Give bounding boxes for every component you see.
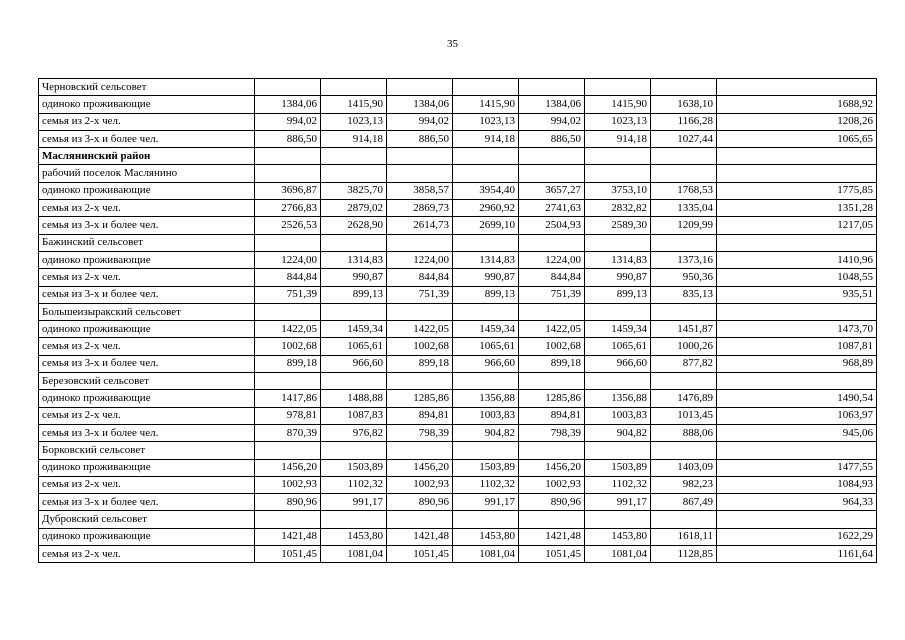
value-cell: 1456,20 xyxy=(519,459,585,476)
value-cell: 1415,90 xyxy=(453,96,519,113)
table-row xyxy=(39,511,877,528)
table-row xyxy=(39,113,877,130)
row-label: семья из 2-х чел. xyxy=(39,113,255,130)
row-label: Борковский сельсовет xyxy=(39,442,255,459)
value-cell: 1314,83 xyxy=(585,251,651,268)
value-cell: 1065,61 xyxy=(453,338,519,355)
value-cell: 899,18 xyxy=(519,355,585,372)
value-cell xyxy=(453,234,519,251)
value-cell: 2526,53 xyxy=(255,217,321,234)
value-cell: 1422,05 xyxy=(519,321,585,338)
value-cell: 1002,68 xyxy=(519,338,585,355)
value-cell: 1503,89 xyxy=(585,459,651,476)
value-cell: 1459,34 xyxy=(585,321,651,338)
value-cell: 1063,97 xyxy=(717,407,877,424)
row-label: семья из 2-х чел. xyxy=(39,338,255,355)
value-cell: 1459,34 xyxy=(321,321,387,338)
value-cell: 888,06 xyxy=(651,424,717,441)
value-cell: 844,84 xyxy=(519,269,585,286)
value-cell: 835,13 xyxy=(651,286,717,303)
value-cell: 904,82 xyxy=(453,424,519,441)
table-row xyxy=(39,130,877,147)
table-row xyxy=(39,476,877,493)
value-cell: 1102,32 xyxy=(321,476,387,493)
value-cell: 844,84 xyxy=(255,269,321,286)
page-number: 35 xyxy=(447,38,458,50)
value-cell xyxy=(585,79,651,96)
value-cell xyxy=(519,234,585,251)
table-body xyxy=(39,79,877,563)
value-cell: 945,06 xyxy=(717,424,877,441)
value-cell: 1051,45 xyxy=(255,546,321,563)
value-cell xyxy=(321,373,387,390)
value-cell xyxy=(651,373,717,390)
value-cell: 798,39 xyxy=(519,424,585,441)
value-cell: 914,18 xyxy=(321,130,387,147)
value-cell xyxy=(519,373,585,390)
value-cell: 2589,30 xyxy=(585,217,651,234)
value-cell: 1023,13 xyxy=(453,113,519,130)
value-cell: 966,60 xyxy=(453,355,519,372)
value-cell: 1456,20 xyxy=(387,459,453,476)
value-cell: 1065,65 xyxy=(717,130,877,147)
value-cell xyxy=(585,303,651,320)
value-cell xyxy=(255,442,321,459)
value-cell xyxy=(717,148,877,165)
value-cell xyxy=(585,442,651,459)
value-cell: 1314,83 xyxy=(453,251,519,268)
value-cell: 1081,04 xyxy=(321,546,387,563)
value-cell xyxy=(321,442,387,459)
value-cell xyxy=(585,148,651,165)
value-cell xyxy=(519,148,585,165)
value-cell: 990,87 xyxy=(321,269,387,286)
table-row xyxy=(39,373,877,390)
value-cell: 1065,61 xyxy=(321,338,387,355)
value-cell: 1000,26 xyxy=(651,338,717,355)
value-cell: 1102,32 xyxy=(585,476,651,493)
row-label: семья из 2-х чел. xyxy=(39,546,255,563)
value-cell: 1314,83 xyxy=(321,251,387,268)
value-cell: 1023,13 xyxy=(585,113,651,130)
value-cell: 1224,00 xyxy=(519,251,585,268)
value-cell: 890,96 xyxy=(519,494,585,511)
row-label: одиноко проживающие xyxy=(39,390,255,407)
row-label: одиноко проживающие xyxy=(39,251,255,268)
row-label: семья из 3-х и более чел. xyxy=(39,217,255,234)
value-cell: 976,82 xyxy=(321,424,387,441)
row-label: Дубровский сельсовет xyxy=(39,511,255,528)
value-cell: 994,02 xyxy=(255,113,321,130)
value-cell: 1081,04 xyxy=(585,546,651,563)
value-cell: 894,81 xyxy=(519,407,585,424)
value-cell: 1453,80 xyxy=(585,528,651,545)
value-cell: 2766,83 xyxy=(255,200,321,217)
value-cell xyxy=(585,165,651,182)
table-row xyxy=(39,200,877,217)
value-cell: 890,96 xyxy=(255,494,321,511)
value-cell xyxy=(387,165,453,182)
value-cell xyxy=(585,234,651,251)
table-row xyxy=(39,546,877,563)
value-cell: 1775,85 xyxy=(717,182,877,199)
row-label: одиноко проживающие xyxy=(39,182,255,199)
value-cell xyxy=(519,303,585,320)
value-cell xyxy=(717,303,877,320)
row-label: одиноко проживающие xyxy=(39,96,255,113)
value-cell: 1410,96 xyxy=(717,251,877,268)
table-row xyxy=(39,182,877,199)
value-cell: 1488,88 xyxy=(321,390,387,407)
value-cell: 2869,73 xyxy=(387,200,453,217)
value-cell: 751,39 xyxy=(387,286,453,303)
value-cell: 1335,04 xyxy=(651,200,717,217)
row-label: семья из 2-х чел. xyxy=(39,269,255,286)
table-row xyxy=(39,286,877,303)
value-cell: 966,60 xyxy=(585,355,651,372)
value-cell: 1081,04 xyxy=(453,546,519,563)
value-cell: 1384,06 xyxy=(387,96,453,113)
value-cell: 1453,80 xyxy=(321,528,387,545)
value-cell xyxy=(387,303,453,320)
value-cell: 2699,10 xyxy=(453,217,519,234)
value-cell: 877,82 xyxy=(651,355,717,372)
value-cell xyxy=(255,511,321,528)
row-label: Черновский сельсовет xyxy=(39,79,255,96)
value-cell: 1051,45 xyxy=(519,546,585,563)
value-cell: 990,87 xyxy=(453,269,519,286)
value-cell: 899,18 xyxy=(387,355,453,372)
value-cell: 1224,00 xyxy=(255,251,321,268)
value-cell: 798,39 xyxy=(387,424,453,441)
value-cell: 1356,88 xyxy=(453,390,519,407)
value-cell: 1224,00 xyxy=(387,251,453,268)
value-cell: 2960,92 xyxy=(453,200,519,217)
value-cell: 982,23 xyxy=(651,476,717,493)
value-cell: 751,39 xyxy=(519,286,585,303)
value-cell: 1384,06 xyxy=(255,96,321,113)
value-cell: 1356,88 xyxy=(585,390,651,407)
value-cell xyxy=(651,79,717,96)
value-cell: 904,82 xyxy=(585,424,651,441)
value-cell: 899,13 xyxy=(453,286,519,303)
value-cell: 978,81 xyxy=(255,407,321,424)
value-cell: 2628,90 xyxy=(321,217,387,234)
value-cell xyxy=(519,165,585,182)
row-label: семья из 3-х и более чел. xyxy=(39,286,255,303)
value-cell: 1768,53 xyxy=(651,182,717,199)
value-cell xyxy=(321,165,387,182)
table-row xyxy=(39,390,877,407)
value-cell: 1027,44 xyxy=(651,130,717,147)
value-cell: 844,84 xyxy=(387,269,453,286)
table-row xyxy=(39,303,877,320)
table-row xyxy=(39,424,877,441)
value-cell: 1048,55 xyxy=(717,269,877,286)
value-cell: 2614,73 xyxy=(387,217,453,234)
value-cell: 867,49 xyxy=(651,494,717,511)
value-cell xyxy=(387,442,453,459)
value-cell xyxy=(321,148,387,165)
value-cell xyxy=(717,511,877,528)
row-label: Маслянинский район xyxy=(39,148,255,165)
value-cell: 990,87 xyxy=(585,269,651,286)
value-cell: 1422,05 xyxy=(387,321,453,338)
value-cell: 1373,16 xyxy=(651,251,717,268)
value-cell: 886,50 xyxy=(255,130,321,147)
value-cell: 1503,89 xyxy=(321,459,387,476)
value-cell: 1451,87 xyxy=(651,321,717,338)
value-cell: 2879,02 xyxy=(321,200,387,217)
row-label: семья из 2-х чел. xyxy=(39,407,255,424)
value-cell xyxy=(651,148,717,165)
value-cell: 2504,93 xyxy=(519,217,585,234)
value-cell xyxy=(453,442,519,459)
value-cell: 1003,83 xyxy=(585,407,651,424)
value-cell: 1002,93 xyxy=(387,476,453,493)
table-row xyxy=(39,355,877,372)
value-cell: 1002,93 xyxy=(255,476,321,493)
value-cell: 3696,87 xyxy=(255,182,321,199)
value-cell xyxy=(717,234,877,251)
value-cell xyxy=(717,373,877,390)
table-row xyxy=(39,528,877,545)
value-cell: 1166,28 xyxy=(651,113,717,130)
value-cell: 1209,99 xyxy=(651,217,717,234)
value-cell xyxy=(585,373,651,390)
value-cell xyxy=(255,79,321,96)
value-cell: 1351,28 xyxy=(717,200,877,217)
row-label: семья из 2-х чел. xyxy=(39,200,255,217)
value-cell: 1087,81 xyxy=(717,338,877,355)
value-cell xyxy=(453,79,519,96)
value-cell: 1618,11 xyxy=(651,528,717,545)
value-cell: 950,36 xyxy=(651,269,717,286)
value-cell xyxy=(321,79,387,96)
table-row xyxy=(39,459,877,476)
value-cell xyxy=(387,511,453,528)
value-cell xyxy=(453,373,519,390)
value-cell: 886,50 xyxy=(387,130,453,147)
value-cell: 1403,09 xyxy=(651,459,717,476)
value-cell: 964,33 xyxy=(717,494,877,511)
row-label: семья из 3-х и более чел. xyxy=(39,130,255,147)
value-cell: 914,18 xyxy=(453,130,519,147)
table-row xyxy=(39,338,877,355)
tariff-table xyxy=(38,78,877,563)
value-cell: 899,13 xyxy=(321,286,387,303)
value-cell: 890,96 xyxy=(387,494,453,511)
value-cell: 1456,20 xyxy=(255,459,321,476)
value-cell: 1002,68 xyxy=(387,338,453,355)
value-cell: 1161,64 xyxy=(717,546,877,563)
value-cell xyxy=(519,511,585,528)
value-cell: 1453,80 xyxy=(453,528,519,545)
row-label: Березовский сельсовет xyxy=(39,373,255,390)
value-cell: 3825,70 xyxy=(321,182,387,199)
table-row xyxy=(39,79,877,96)
value-cell xyxy=(321,234,387,251)
value-cell: 1490,54 xyxy=(717,390,877,407)
value-cell: 935,51 xyxy=(717,286,877,303)
value-cell: 991,17 xyxy=(453,494,519,511)
value-cell xyxy=(453,148,519,165)
value-cell xyxy=(651,303,717,320)
value-cell xyxy=(453,303,519,320)
value-cell: 2741,63 xyxy=(519,200,585,217)
value-cell: 1102,32 xyxy=(453,476,519,493)
value-cell: 1422,05 xyxy=(255,321,321,338)
value-cell: 1477,55 xyxy=(717,459,877,476)
value-cell xyxy=(717,165,877,182)
value-cell xyxy=(651,511,717,528)
table-row xyxy=(39,148,877,165)
value-cell: 3858,57 xyxy=(387,182,453,199)
value-cell xyxy=(453,511,519,528)
table-row xyxy=(39,234,877,251)
value-cell xyxy=(321,303,387,320)
value-cell: 1003,83 xyxy=(453,407,519,424)
value-cell xyxy=(717,442,877,459)
value-cell xyxy=(651,165,717,182)
row-label: Бажинский сельсовет xyxy=(39,234,255,251)
value-cell xyxy=(387,148,453,165)
value-cell: 751,39 xyxy=(255,286,321,303)
value-cell xyxy=(255,373,321,390)
value-cell: 3657,27 xyxy=(519,182,585,199)
value-cell: 1503,89 xyxy=(453,459,519,476)
value-cell: 1415,90 xyxy=(321,96,387,113)
value-cell xyxy=(387,373,453,390)
value-cell xyxy=(651,234,717,251)
value-cell: 1084,93 xyxy=(717,476,877,493)
table-row xyxy=(39,251,877,268)
value-cell: 899,18 xyxy=(255,355,321,372)
row-label: одиноко проживающие xyxy=(39,321,255,338)
row-label: семья из 3-х и более чел. xyxy=(39,494,255,511)
value-cell: 3954,40 xyxy=(453,182,519,199)
value-cell: 1051,45 xyxy=(387,546,453,563)
value-cell xyxy=(717,79,877,96)
value-cell xyxy=(387,79,453,96)
value-cell: 886,50 xyxy=(519,130,585,147)
value-cell: 1421,48 xyxy=(387,528,453,545)
value-cell: 1476,89 xyxy=(651,390,717,407)
value-cell: 1622,29 xyxy=(717,528,877,545)
value-cell: 1217,05 xyxy=(717,217,877,234)
row-label: одиноко проживающие xyxy=(39,528,255,545)
table-row xyxy=(39,442,877,459)
value-cell: 991,17 xyxy=(321,494,387,511)
value-cell: 899,13 xyxy=(585,286,651,303)
row-label: семья из 3-х и более чел. xyxy=(39,355,255,372)
table-row xyxy=(39,407,877,424)
value-cell: 968,89 xyxy=(717,355,877,372)
table-row xyxy=(39,96,877,113)
value-cell: 1384,06 xyxy=(519,96,585,113)
row-label: одиноко проживающие xyxy=(39,459,255,476)
value-cell: 994,02 xyxy=(519,113,585,130)
table-row xyxy=(39,269,877,286)
value-cell: 1473,70 xyxy=(717,321,877,338)
value-cell: 1208,26 xyxy=(717,113,877,130)
value-cell: 991,17 xyxy=(585,494,651,511)
value-cell: 1023,13 xyxy=(321,113,387,130)
value-cell xyxy=(651,442,717,459)
value-cell xyxy=(255,165,321,182)
value-cell: 2832,82 xyxy=(585,200,651,217)
row-label: Большеизыракский сельсовет xyxy=(39,303,255,320)
value-cell: 1065,61 xyxy=(585,338,651,355)
value-cell: 1013,45 xyxy=(651,407,717,424)
row-label: семья из 2-х чел. xyxy=(39,476,255,493)
value-cell: 870,39 xyxy=(255,424,321,441)
row-label: рабочий поселок Маслянино xyxy=(39,165,255,182)
value-cell xyxy=(453,165,519,182)
table-row xyxy=(39,217,877,234)
value-cell: 1002,68 xyxy=(255,338,321,355)
value-cell xyxy=(519,79,585,96)
value-cell xyxy=(387,234,453,251)
value-cell: 3753,10 xyxy=(585,182,651,199)
value-cell: 1417,86 xyxy=(255,390,321,407)
value-cell xyxy=(255,303,321,320)
value-cell: 894,81 xyxy=(387,407,453,424)
value-cell xyxy=(585,511,651,528)
value-cell: 1087,83 xyxy=(321,407,387,424)
value-cell: 1421,48 xyxy=(519,528,585,545)
value-cell: 1688,92 xyxy=(717,96,877,113)
value-cell: 1128,85 xyxy=(651,546,717,563)
value-cell: 1002,93 xyxy=(519,476,585,493)
value-cell: 1459,34 xyxy=(453,321,519,338)
value-cell xyxy=(255,148,321,165)
value-cell: 1415,90 xyxy=(585,96,651,113)
value-cell xyxy=(255,234,321,251)
value-cell xyxy=(519,442,585,459)
row-label: семья из 3-х и более чел. xyxy=(39,424,255,441)
value-cell: 1285,86 xyxy=(387,390,453,407)
table-row xyxy=(39,494,877,511)
table-row xyxy=(39,321,877,338)
value-cell: 1421,48 xyxy=(255,528,321,545)
value-cell: 994,02 xyxy=(387,113,453,130)
value-cell: 1638,10 xyxy=(651,96,717,113)
table-row xyxy=(39,165,877,182)
value-cell xyxy=(321,511,387,528)
value-cell: 914,18 xyxy=(585,130,651,147)
value-cell: 1285,86 xyxy=(519,390,585,407)
value-cell: 966,60 xyxy=(321,355,387,372)
